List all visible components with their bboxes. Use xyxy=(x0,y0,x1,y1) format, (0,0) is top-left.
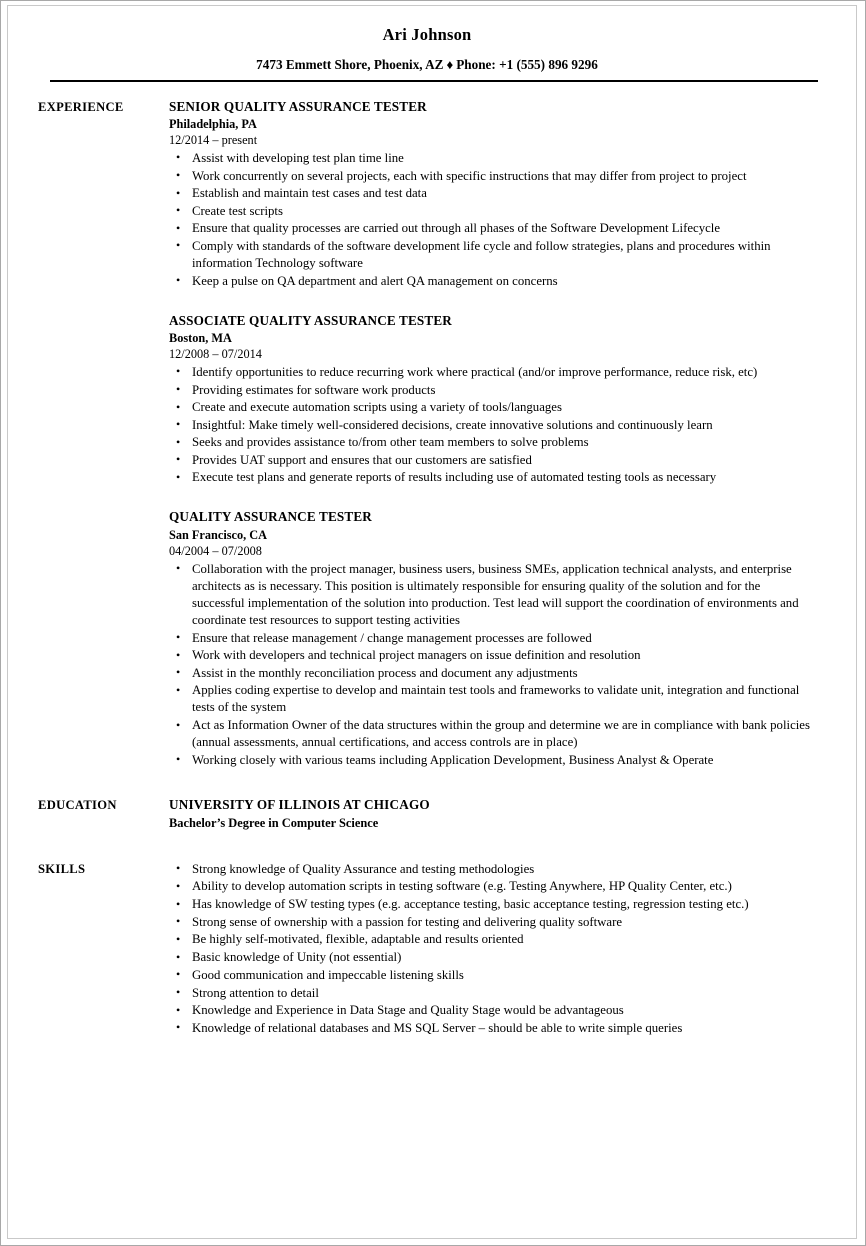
job-title: QUALITY ASSURANCE TESTER xyxy=(169,509,372,525)
page-border xyxy=(7,5,857,1239)
job-bullet: • Working closely with various teams including Application Development, Business Analyst & Operate xyxy=(169,752,816,769)
job-bullet: • Provides UAT support and ensures that our customers are satisfied xyxy=(169,452,816,469)
skill-bullet: • Knowledge and Experience in Data Stage and Quality Stage would be advantageous xyxy=(169,1002,816,1019)
job-bullet: • Create and execute automation scripts using a variety of tools/languages xyxy=(169,399,816,416)
job-bullet-list xyxy=(169,364,816,487)
job-entry xyxy=(169,509,816,768)
job-bullet: • Ensure that quality processes are carried out through all phases of the Software Development Lifecycle xyxy=(169,220,816,237)
job-dates: 04/2004 – 07/2008 xyxy=(169,544,262,559)
job-bullet: • Applies coding expertise to develop and maintain test tools and frameworks to validate unit, integration and functional tests of the system xyxy=(169,682,816,716)
header-divider xyxy=(50,80,818,82)
skill-bullet: • Knowledge of relational databases and MS SQL Server – should be able to write simple queries xyxy=(169,1020,816,1037)
section-skills xyxy=(38,861,816,1038)
section-education xyxy=(38,797,816,831)
job-bullet: • Establish and maintain test cases and test data xyxy=(169,185,816,202)
contact-address: 7473 Emmett Shore, Phoenix, AZ xyxy=(256,57,444,73)
section-label-skills: SKILLS xyxy=(38,861,86,876)
job-bullet: • Keep a pulse on QA department and alert QA management on concerns xyxy=(169,273,816,290)
job-bullet: • Insightful: Make timely well-considered decisions, create innovative solutions and continuously learn xyxy=(169,417,816,434)
resume-content xyxy=(38,26,816,1238)
job-bullet: • Assist with developing test plan time line xyxy=(169,150,816,167)
skill-bullet: • Good communication and impeccable listening skills xyxy=(169,967,816,984)
job-bullet: • Ensure that release management / change management processes are followed xyxy=(169,630,816,647)
job-location: Boston, MA xyxy=(169,331,232,346)
section-experience xyxy=(38,99,816,770)
skill-bullet: • Basic knowledge of Unity (not essential) xyxy=(169,949,816,966)
job-bullet: • Comply with standards of the software development life cycle and follow strategies, plans and procedures within information Technology software xyxy=(169,238,816,272)
job-bullet: • Seeks and provides assistance to/from other team members to solve problems xyxy=(169,434,816,451)
job-bullet: • Create test scripts xyxy=(169,203,816,220)
experience-list xyxy=(169,99,816,770)
job-bullet: • Act as Information Owner of the data structures within the group and determine we are in compliance with bank policies (annual assessments, annual certifications, and access controls are in place) xyxy=(169,717,816,751)
candidate-name: Ari Johnson xyxy=(382,25,472,44)
job-bullet: • Identify opportunities to reduce recurring work where practical (and/or improve performance, reduce risk, etc) xyxy=(169,364,816,381)
section-label-education: EDUCATION xyxy=(38,798,117,813)
job-bullet: • Assist in the monthly reconciliation process and document any adjustments xyxy=(169,665,816,682)
section-label-experience: EXPERIENCE xyxy=(38,99,124,114)
job-bullet: • Collaboration with the project manager, business users, business SMEs, application technical analysts, and enterprise architects as is necessary. This position is ultimately responsible for ensuring quality of the solution and for the successful implementation of the solution into production. Test lead will support the coordination of environments and coordinate test resources to support testing activities xyxy=(169,561,816,629)
skills-body xyxy=(169,861,816,1038)
job-entry xyxy=(169,313,816,487)
job-dates: 12/2008 – 07/2014 xyxy=(169,347,262,362)
skills-bullet-list xyxy=(169,861,816,1038)
job-bullet: • Work with developers and technical project managers on issue definition and resolution xyxy=(169,647,816,664)
job-bullet-list xyxy=(169,150,816,290)
diamond-separator-icon: ♦ xyxy=(446,57,454,73)
job-location: San Francisco, CA xyxy=(169,528,268,543)
job-bullet: • Providing estimates for software work products xyxy=(169,382,816,399)
skill-bullet: • Has knowledge of SW testing types (e.g. acceptance testing, basic acceptance testing, regression testing etc.) xyxy=(169,896,816,913)
job-bullet-list xyxy=(169,561,816,769)
contact-phone: Phone: +1 (555) 896 9296 xyxy=(456,57,598,73)
skill-bullet: • Be highly self-motivated, flexible, adaptable and results oriented xyxy=(169,931,816,948)
education-list xyxy=(169,797,816,831)
job-location: Philadelphia, PA xyxy=(169,117,257,132)
education-degree: Bachelor’s Degree in Computer Science xyxy=(169,816,379,831)
job-bullet: • Work concurrently on several projects, each with specific instructions that may differ from project to project xyxy=(169,168,816,185)
resume-header xyxy=(38,26,816,82)
skill-bullet: • Strong attention to detail xyxy=(169,985,816,1002)
skill-bullet: • Strong knowledge of Quality Assurance and testing methodologies xyxy=(169,861,816,878)
job-dates: 12/2014 – present xyxy=(169,133,258,148)
job-entry xyxy=(169,99,816,290)
job-title: SENIOR QUALITY ASSURANCE TESTER xyxy=(169,98,427,114)
job-bullet: • Execute test plans and generate reports of results including use of automated testing tools as necessary xyxy=(169,469,816,486)
job-title: ASSOCIATE QUALITY ASSURANCE TESTER xyxy=(169,312,452,328)
skill-bullet: • Ability to develop automation scripts in testing software (e.g. Testing Anywhere, HP Quality Center, etc.) xyxy=(169,878,816,895)
skill-bullet: • Strong sense of ownership with a passion for testing and delivering quality software xyxy=(169,914,816,931)
contact-line xyxy=(38,58,816,73)
education-school: UNIVERSITY OF ILLINOIS AT CHICAGO xyxy=(169,797,430,813)
